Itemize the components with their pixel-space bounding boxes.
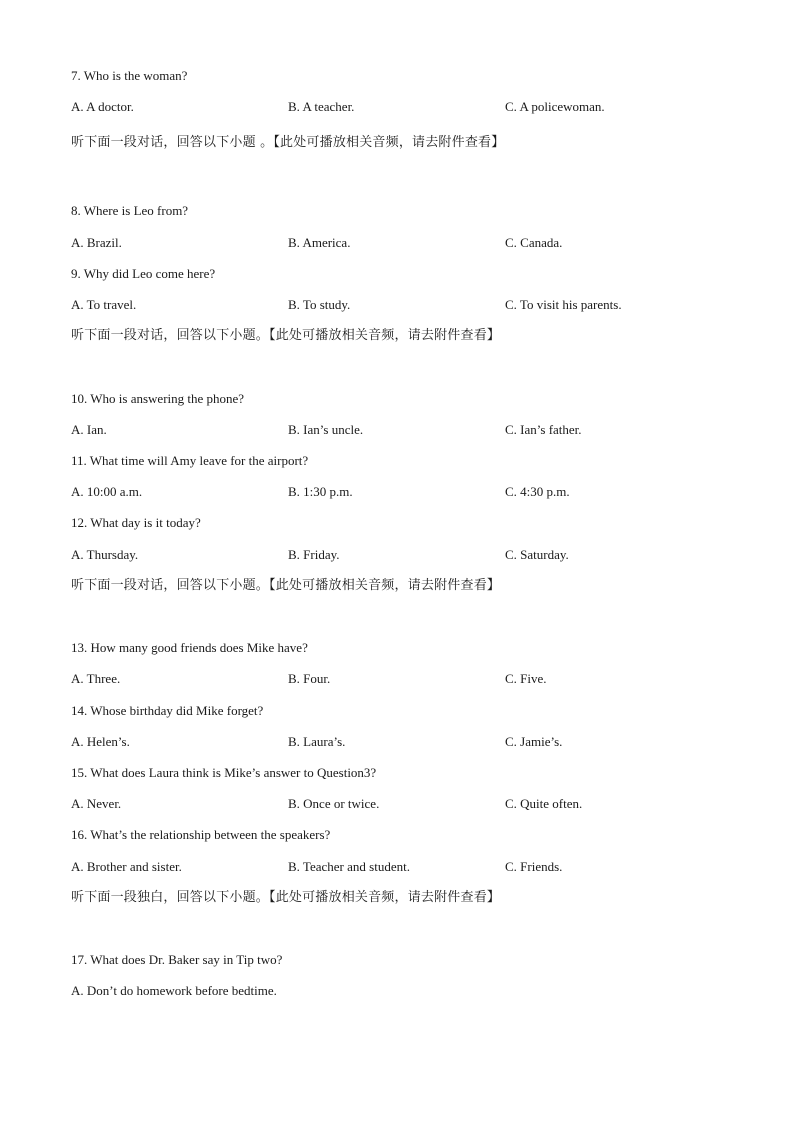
q8-option-c: C. Canada. (505, 235, 563, 250)
q14-option-c: C. Jamie’s. (505, 734, 563, 749)
q15-option-b: B. Once or twice. (288, 796, 380, 811)
q15-option-a: A. Never. (71, 796, 122, 811)
q7-option-b: B. A teacher. (288, 99, 355, 114)
q9-option-b: B. To study. (288, 297, 351, 312)
question-13: 13. How many good friends does Mike have? (71, 640, 308, 655)
q10-option-c: C. Ian’s father. (505, 422, 582, 437)
q17-option-a: A. Don’t do homework before bedtime. (71, 983, 277, 998)
q16-option-a: A. Brother and sister. (71, 859, 182, 874)
q12-option-a: A. Thursday. (71, 547, 139, 562)
q8-option-b: B. America. (288, 235, 351, 250)
question-16: 16. What’s the relationship between the speakers? (71, 827, 331, 842)
question-7: 7. Who is the woman? (71, 68, 188, 83)
question-17: 17. What does Dr. Baker say in Tip two? (71, 952, 283, 967)
q12-option-c: C. Saturday. (505, 547, 569, 562)
question-8: 8. Where is Leo from? (71, 203, 189, 218)
q14-option-a: A. Helen’s. (71, 734, 130, 749)
q16-option-c: C. Friends. (505, 859, 563, 874)
listening-instruction: 听下面一段独白，回答以下小题。【此处可播放相关音频，请去附件查看】 (71, 890, 501, 905)
q10-option-b: B. Ian’s uncle. (288, 422, 364, 437)
question-10: 10. Who is answering the phone? (71, 391, 245, 406)
q10-option-a: A. Ian. (71, 422, 107, 437)
q16-option-b: B. Teacher and student. (288, 859, 410, 874)
q15-option-c: C. Quite often. (505, 796, 583, 811)
question-11: 11. What time will Amy leave for the airport? (71, 453, 309, 468)
q12-option-b: B. Friday. (288, 547, 340, 562)
question-15: 15. What does Laura think is Mike’s answer to Question3? (71, 765, 377, 780)
q14-option-b: B. Laura’s. (288, 734, 346, 749)
q13-option-c: C. Five. (505, 671, 547, 686)
q7-option-a: A. A doctor. (71, 99, 134, 114)
q9-option-a: A. To travel. (71, 297, 137, 312)
q8-option-a: A. Brazil. (71, 235, 122, 250)
q9-option-c: C. To visit his parents. (505, 297, 622, 312)
question-12: 12. What day is it today? (71, 515, 201, 530)
listening-instruction: 听下面一段对话，回答以下小题。【此处可播放相关音频，请去附件查看】 (71, 328, 501, 343)
q11-option-a: A. 10:00 a.m. (71, 484, 143, 499)
q13-option-b: B. Four. (288, 671, 331, 686)
q7-option-c: C. A policewoman. (505, 99, 605, 114)
q11-option-c: C. 4:30 p.m. (505, 484, 570, 499)
listening-instruction: 听下面一段对话，回答以下小题。【此处可播放相关音频，请去附件查看】 (71, 578, 501, 593)
listening-instruction: 听下面一段对话，回答以下小题 。【此处可播放相关音频，请去附件查看】 (71, 135, 505, 150)
q13-option-a: A. Three. (71, 671, 121, 686)
question-9: 9. Why did Leo come here? (71, 266, 216, 281)
question-14: 14. Whose birthday did Mike forget? (71, 703, 264, 718)
q11-option-b: B. 1:30 p.m. (288, 484, 353, 499)
